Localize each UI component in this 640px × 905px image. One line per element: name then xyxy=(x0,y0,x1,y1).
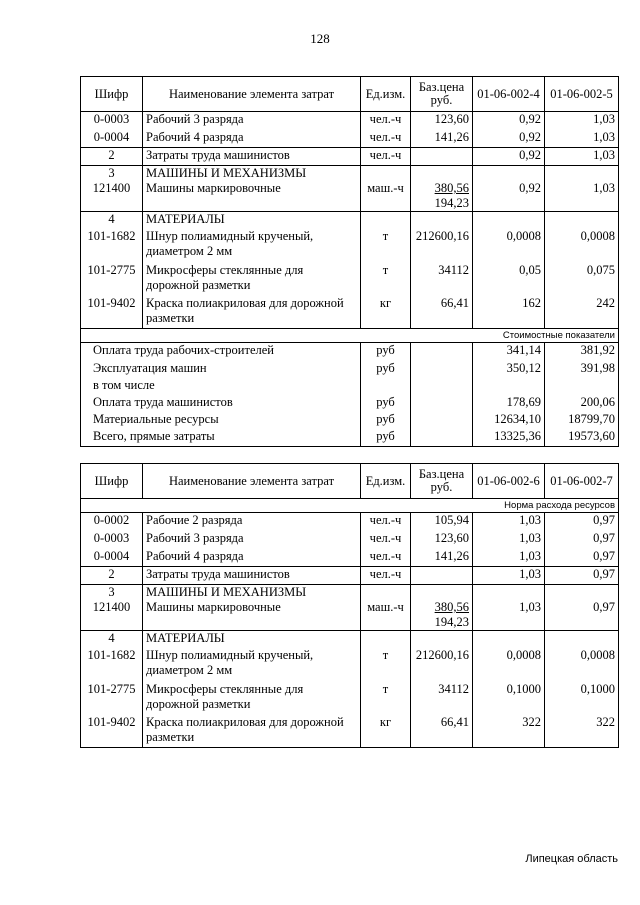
row-unit: чел.-ч xyxy=(361,148,411,166)
row-code: 121400 xyxy=(81,600,143,631)
row-value-1: 0,0008 xyxy=(473,229,545,263)
row-value-2: 242 xyxy=(545,296,619,329)
cost-value-2: 200,06 xyxy=(545,395,619,412)
row-value-1: 0,92 xyxy=(473,130,545,148)
row-unit: т xyxy=(361,229,411,263)
section-number: 4 xyxy=(81,631,143,648)
row-unit: маш.-ч xyxy=(361,181,411,212)
row-price xyxy=(411,181,473,212)
row-value-2: 0,1000 xyxy=(545,682,619,715)
cost-unit: руб xyxy=(361,412,411,429)
table-row xyxy=(81,549,619,567)
col-header-rate-1: 01-06-002-6 xyxy=(473,464,545,499)
row-unit: т xyxy=(361,682,411,715)
row-code: 0-0003 xyxy=(81,531,143,549)
row-name-line: диаметром 2 мм xyxy=(146,662,233,677)
section-title: МАТЕРИАЛЫ xyxy=(143,631,361,648)
cost-row xyxy=(81,361,619,378)
row-name xyxy=(143,296,361,329)
resource-table-1 xyxy=(80,76,619,447)
row-name-line: диаметром 2 мм xyxy=(146,243,233,258)
table-row xyxy=(81,229,619,263)
col-header-unit: Ед.изм. xyxy=(361,77,411,112)
row-unit: чел.-ч xyxy=(361,112,411,130)
table-row-machinists xyxy=(81,567,619,585)
row-code: 101-1682 xyxy=(81,229,143,263)
row-code: 121400 xyxy=(81,181,143,212)
row-code: 0-0002 xyxy=(81,513,143,531)
col-header-unit: Ед.изм. xyxy=(361,464,411,499)
row-value-2: 0,97 xyxy=(545,531,619,549)
row-name-line: Шнур полиамидный крученый, xyxy=(146,647,314,662)
row-name-line: Шнур полиамидный крученый, xyxy=(146,228,314,243)
norm-header xyxy=(81,499,619,513)
row-name: Рабочий 4 разряда xyxy=(143,130,361,148)
row-value-2: 0,97 xyxy=(545,513,619,531)
row-unit: чел.-ч xyxy=(361,513,411,531)
row-name xyxy=(143,648,361,682)
cost-unit: руб xyxy=(361,361,411,378)
row-value-2: 322 xyxy=(545,715,619,748)
row-unit: т xyxy=(361,263,411,296)
row-unit: кг xyxy=(361,715,411,748)
row-unit: чел.-ч xyxy=(361,549,411,567)
section-row-materials xyxy=(81,631,619,648)
norm-label: Норма расхода ресурсов xyxy=(81,499,619,513)
row-value-2: 0,97 xyxy=(545,549,619,567)
row-price: 141,26 xyxy=(411,549,473,567)
cost-value-2: 381,92 xyxy=(545,343,619,361)
row-name-line: разметки xyxy=(146,310,195,325)
cost-unit: руб xyxy=(361,395,411,412)
page-number: 128 xyxy=(310,31,330,46)
price-secondary: 194,23 xyxy=(434,196,469,210)
col-header-name: Наименование элемента затрат xyxy=(143,77,361,112)
table-row xyxy=(81,682,619,715)
cost-label: Эксплуатация машин xyxy=(81,361,361,378)
row-unit: чел.-ч xyxy=(361,130,411,148)
table-row xyxy=(81,531,619,549)
cost-label: Оплата труда рабочих-строителей xyxy=(81,343,361,361)
cost-label: Материальные ресурсы xyxy=(81,412,361,429)
row-price: 141,26 xyxy=(411,130,473,148)
row-value-2: 0,0008 xyxy=(545,229,619,263)
row-name-line: Краска полиакриловая для дорожной xyxy=(146,295,344,310)
table-row xyxy=(81,181,619,212)
row-value-2: 1,03 xyxy=(545,130,619,148)
row-name-line: дорожной разметки xyxy=(146,696,251,711)
row-code: 101-9402 xyxy=(81,715,143,748)
row-code: 2 xyxy=(81,567,143,585)
section-number: 3 xyxy=(81,585,143,601)
table-header-row xyxy=(81,77,619,112)
row-price: 105,94 xyxy=(411,513,473,531)
row-unit: кг xyxy=(361,296,411,329)
row-unit: чел.-ч xyxy=(361,531,411,549)
row-name: Рабочий 4 разряда xyxy=(143,549,361,567)
cost-indicators-label: Стоимостные показатели xyxy=(81,329,619,343)
row-value-2: 0,97 xyxy=(545,567,619,585)
section-title: МАТЕРИАЛЫ xyxy=(143,212,361,229)
cost-value-2: 391,98 xyxy=(545,361,619,378)
row-code: 101-2775 xyxy=(81,682,143,715)
row-code: 0-0004 xyxy=(81,549,143,567)
cost-row xyxy=(81,429,619,447)
cost-row xyxy=(81,343,619,361)
row-value-1: 1,03 xyxy=(473,513,545,531)
row-price: 66,41 xyxy=(411,296,473,329)
row-value-1: 162 xyxy=(473,296,545,329)
table-row xyxy=(81,130,619,148)
row-value-2: 1,03 xyxy=(545,148,619,166)
row-value-1: 1,03 xyxy=(473,567,545,585)
row-price: 34112 xyxy=(411,263,473,296)
section-title: МАШИНЫ И МЕХАНИЗМЫ xyxy=(143,585,361,601)
footer-region-label: Липецкая область xyxy=(525,853,618,865)
row-name: Машины маркировочные xyxy=(143,600,361,631)
row-price: 212600,16 xyxy=(411,648,473,682)
section-row-materials xyxy=(81,212,619,229)
row-price: 66,41 xyxy=(411,715,473,748)
row-name: Рабочий 3 разряда xyxy=(143,112,361,130)
price-main: 380,56 xyxy=(434,600,469,614)
row-name xyxy=(143,682,361,715)
col-header-rate-2: 01-06-002-5 xyxy=(545,77,619,112)
cost-label: в том числе xyxy=(81,378,361,395)
row-name: Затраты труда машинистов xyxy=(143,148,361,166)
cost-indicators-header xyxy=(81,329,619,343)
row-name: Рабочие 2 разряда xyxy=(143,513,361,531)
cost-value-2: 19573,60 xyxy=(545,429,619,447)
row-value-1: 1,03 xyxy=(473,600,545,631)
row-name xyxy=(143,715,361,748)
row-value-2: 0,0008 xyxy=(545,648,619,682)
price-secondary: 194,23 xyxy=(434,615,469,629)
row-value-1: 0,0008 xyxy=(473,648,545,682)
row-value-2: 1,03 xyxy=(545,112,619,130)
section-row-machines xyxy=(81,585,619,601)
col-header-code: Шифр xyxy=(81,77,143,112)
table-row xyxy=(81,263,619,296)
row-name: Рабочий 3 разряда xyxy=(143,531,361,549)
row-unit: чел.-ч xyxy=(361,567,411,585)
cost-value-1: 178,69 xyxy=(473,395,545,412)
row-code: 101-9402 xyxy=(81,296,143,329)
row-value-1: 1,03 xyxy=(473,549,545,567)
cost-value-2: 18799,70 xyxy=(545,412,619,429)
row-value-1: 0,05 xyxy=(473,263,545,296)
price-main: 380,56 xyxy=(434,181,469,195)
cost-value-1: 12634,10 xyxy=(473,412,545,429)
row-value-2: 1,03 xyxy=(545,181,619,212)
row-name: Затраты труда машинистов xyxy=(143,567,361,585)
table-row xyxy=(81,513,619,531)
row-code: 2 xyxy=(81,148,143,166)
cost-unit: руб xyxy=(361,429,411,447)
row-price xyxy=(411,600,473,631)
col-header-rate-2: 01-06-002-7 xyxy=(545,464,619,499)
resource-table-2 xyxy=(80,463,619,748)
col-header-code: Шифр xyxy=(81,464,143,499)
row-code: 0-0004 xyxy=(81,130,143,148)
cost-label: Оплата труда машинистов xyxy=(81,395,361,412)
table-row xyxy=(81,600,619,631)
row-name-line: Микросферы стеклянные для xyxy=(146,681,304,696)
table-row xyxy=(81,112,619,130)
row-name xyxy=(143,263,361,296)
section-number: 4 xyxy=(81,212,143,229)
section-number: 3 xyxy=(81,166,143,182)
table-row xyxy=(81,296,619,329)
row-price: 34112 xyxy=(411,682,473,715)
col-header-name: Наименование элемента затрат xyxy=(143,464,361,499)
row-value-1: 0,92 xyxy=(473,112,545,130)
row-price: 212600,16 xyxy=(411,229,473,263)
row-value-2: 0,97 xyxy=(545,600,619,631)
cost-row xyxy=(81,395,619,412)
row-price: 123,60 xyxy=(411,531,473,549)
row-name-line: дорожной разметки xyxy=(146,277,251,292)
col-header-rate-1: 01-06-002-4 xyxy=(473,77,545,112)
row-name-line: Краска полиакриловая для дорожной xyxy=(146,714,344,729)
row-value-1: 0,1000 xyxy=(473,682,545,715)
cost-value-1: 13325,36 xyxy=(473,429,545,447)
cost-row xyxy=(81,378,619,395)
cost-row xyxy=(81,412,619,429)
row-value-2: 0,075 xyxy=(545,263,619,296)
row-name xyxy=(143,229,361,263)
cost-label: Всего, прямые затраты xyxy=(81,429,361,447)
row-code: 101-1682 xyxy=(81,648,143,682)
row-value-1: 0,92 xyxy=(473,181,545,212)
col-header-price: Баз.цена руб. xyxy=(411,464,473,499)
table-header-row xyxy=(81,464,619,499)
col-header-price: Баз.цена руб. xyxy=(411,77,473,112)
row-name-line: разметки xyxy=(146,729,195,744)
row-name-line: Микросферы стеклянные для xyxy=(146,262,304,277)
cost-value-1: 350,12 xyxy=(473,361,545,378)
row-price: 123,60 xyxy=(411,112,473,130)
section-row-machines xyxy=(81,166,619,182)
cost-unit: руб xyxy=(361,343,411,361)
row-value-1: 322 xyxy=(473,715,545,748)
cost-value-1: 341,14 xyxy=(473,343,545,361)
table-row xyxy=(81,648,619,682)
row-unit: маш.-ч xyxy=(361,600,411,631)
section-title: МАШИНЫ И МЕХАНИЗМЫ xyxy=(143,166,361,182)
row-code: 0-0003 xyxy=(81,112,143,130)
table-row xyxy=(81,715,619,748)
row-code: 101-2775 xyxy=(81,263,143,296)
row-name: Машины маркировочные xyxy=(143,181,361,212)
row-value-1: 0,92 xyxy=(473,148,545,166)
table-row-machinists xyxy=(81,148,619,166)
row-unit: т xyxy=(361,648,411,682)
row-value-1: 1,03 xyxy=(473,531,545,549)
